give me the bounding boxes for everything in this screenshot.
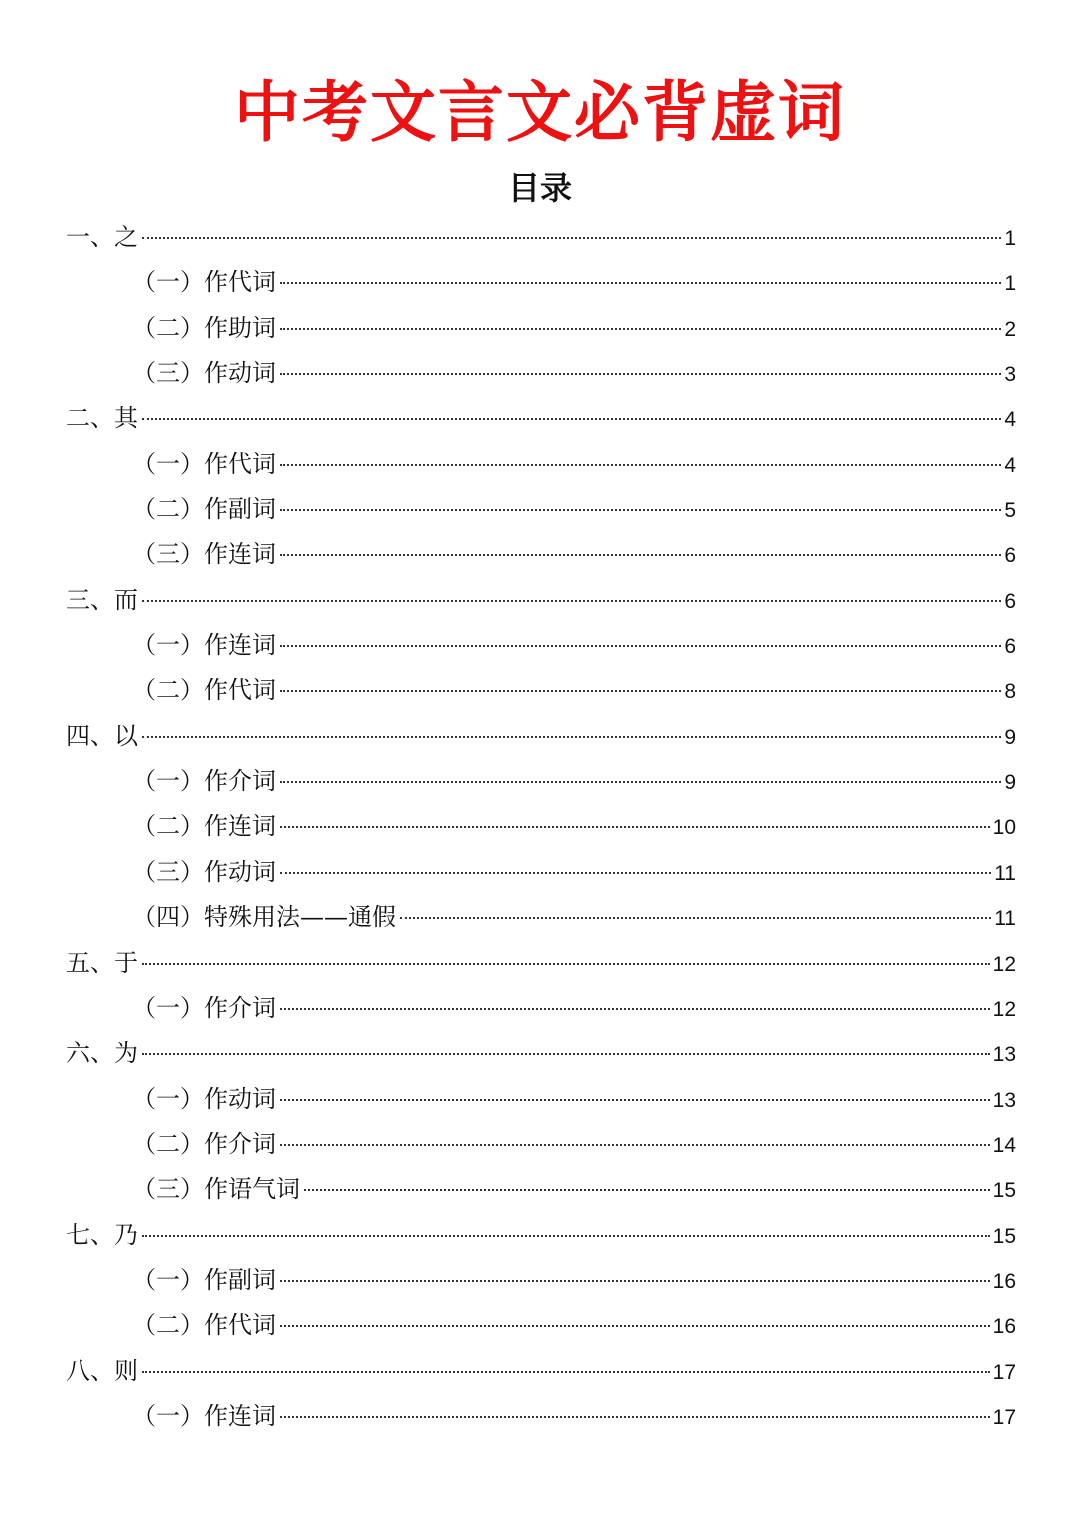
toc-dot-leader bbox=[280, 1144, 990, 1146]
toc-entry-label: （三）作动词 bbox=[132, 359, 276, 388]
toc-heading: 目录 bbox=[507, 169, 572, 207]
toc-page-number: 15 bbox=[992, 1179, 1016, 1203]
toc-page-number: 9 bbox=[1004, 725, 1016, 749]
toc-page-number: 11 bbox=[994, 907, 1016, 931]
toc-page-number: 3 bbox=[1004, 363, 1016, 387]
toc-page-number: 10 bbox=[992, 816, 1016, 840]
toc-entry-label: 一、之 bbox=[66, 223, 138, 251]
toc-page-number: 2 bbox=[1004, 317, 1016, 341]
toc-dot-leader bbox=[142, 963, 990, 965]
toc-entry-subsection[interactable] bbox=[66, 1258, 1016, 1303]
toc-dot-leader bbox=[280, 826, 990, 828]
toc-entry-label: （一）作连词 bbox=[132, 1401, 276, 1430]
toc-entry-label: （四）特殊用法——通假 bbox=[132, 903, 396, 932]
toc-entry-label: 四、以 bbox=[66, 721, 138, 750]
toc-page-number: 17 bbox=[992, 1405, 1016, 1429]
toc-page-number: 12 bbox=[992, 952, 1016, 976]
toc-dot-leader bbox=[280, 690, 1001, 692]
toc-entry-subsection[interactable] bbox=[66, 1303, 1016, 1348]
toc-page-number: 4 bbox=[1004, 453, 1016, 477]
toc-dot-leader bbox=[280, 1099, 990, 1101]
toc-page-number: 6 bbox=[1004, 589, 1016, 613]
toc-dot-leader bbox=[142, 1371, 990, 1373]
toc-entry-label: （一）作介词 bbox=[132, 767, 276, 796]
toc-entry-subsection[interactable] bbox=[66, 850, 1016, 895]
toc-page-number: 17 bbox=[992, 1360, 1016, 1384]
toc-page-number: 6 bbox=[1004, 544, 1016, 568]
toc-page-number: 1 bbox=[1004, 227, 1016, 250]
toc-dot-leader bbox=[142, 600, 1001, 602]
toc-dot-leader bbox=[280, 1280, 990, 1282]
toc-page-number: 14 bbox=[992, 1133, 1016, 1157]
toc-entry-label: （一）作代词 bbox=[132, 268, 276, 297]
toc-entry-label: 六、为 bbox=[66, 1039, 138, 1068]
toc-entry-label: 七、乃 bbox=[66, 1220, 138, 1249]
toc-dot-leader bbox=[280, 1325, 990, 1327]
toc-entry-subsection[interactable] bbox=[66, 532, 1016, 577]
toc-page-number: 16 bbox=[992, 1269, 1016, 1293]
toc-page-number: 15 bbox=[992, 1224, 1016, 1248]
toc-entry-label: （一）作副词 bbox=[132, 1265, 276, 1294]
toc-entry-subsection[interactable] bbox=[66, 759, 1016, 804]
toc-entry-subsection[interactable] bbox=[66, 1122, 1016, 1167]
toc-entry-subsection[interactable] bbox=[66, 895, 1016, 940]
toc-dot-leader bbox=[142, 1053, 990, 1055]
toc-entry-label: 三、而 bbox=[66, 585, 138, 614]
toc-entry-label: 二、其 bbox=[66, 404, 138, 433]
toc-dot-leader bbox=[280, 781, 1001, 783]
toc-dot-leader bbox=[400, 917, 991, 919]
toc-dot-leader bbox=[280, 1416, 990, 1418]
toc-dot-leader bbox=[280, 872, 991, 874]
toc-page-number: 13 bbox=[992, 1043, 1016, 1067]
toc-dot-leader bbox=[280, 1008, 990, 1010]
toc-page-number: 1 bbox=[1004, 272, 1016, 296]
toc-entry-subsection[interactable] bbox=[66, 487, 1016, 532]
toc-dot-leader bbox=[280, 282, 1001, 284]
toc-entry-section[interactable] bbox=[66, 396, 1016, 441]
toc-page-number: 11 bbox=[994, 861, 1016, 885]
toc-page-number: 6 bbox=[1004, 635, 1016, 659]
table-of-contents bbox=[66, 215, 1016, 1439]
toc-entry-section[interactable] bbox=[66, 1349, 1016, 1394]
toc-page-number: 9 bbox=[1004, 771, 1016, 795]
toc-entry-label: （一）作动词 bbox=[132, 1084, 276, 1113]
toc-entry-subsection[interactable] bbox=[66, 306, 1016, 351]
toc-entry-subsection[interactable] bbox=[66, 260, 1016, 305]
toc-entry-label: （三）作连词 bbox=[132, 540, 276, 569]
toc-entry-subsection[interactable] bbox=[66, 804, 1016, 849]
toc-page-number: 4 bbox=[1004, 408, 1016, 432]
toc-entry-label: 八、则 bbox=[66, 1356, 138, 1385]
toc-dot-leader bbox=[142, 237, 1001, 239]
toc-entry-subsection[interactable] bbox=[66, 1077, 1016, 1122]
toc-dot-leader bbox=[304, 1189, 990, 1191]
toc-entry-subsection[interactable] bbox=[66, 351, 1016, 396]
toc-entry-label: （二）作介词 bbox=[132, 1129, 276, 1158]
toc-dot-leader bbox=[280, 509, 1001, 511]
toc-entry-subsection[interactable] bbox=[66, 986, 1016, 1031]
toc-entry-section[interactable] bbox=[66, 1031, 1016, 1076]
toc-entry-label: （二）作代词 bbox=[132, 1311, 276, 1340]
toc-entry-subsection[interactable] bbox=[66, 623, 1016, 668]
toc-dot-leader bbox=[142, 1235, 990, 1237]
toc-page-number: 12 bbox=[992, 997, 1016, 1021]
toc-page-number: 5 bbox=[1004, 499, 1016, 523]
toc-entry-label: （一）作连词 bbox=[132, 631, 276, 660]
toc-entry-label: （三）作语气词 bbox=[132, 1175, 300, 1204]
toc-dot-leader bbox=[280, 328, 1001, 330]
toc-entry-label: 五、于 bbox=[66, 948, 138, 977]
toc-page-number: 13 bbox=[992, 1088, 1016, 1112]
toc-entry-label: （二）作连词 bbox=[132, 812, 276, 841]
toc-entry-subsection[interactable] bbox=[66, 442, 1016, 487]
toc-entry-section[interactable] bbox=[66, 1213, 1016, 1258]
toc-page-number: 16 bbox=[992, 1315, 1016, 1339]
toc-dot-leader bbox=[280, 554, 1001, 556]
toc-entry-section[interactable] bbox=[66, 215, 1016, 260]
toc-dot-leader bbox=[142, 418, 1001, 420]
toc-entry-section[interactable] bbox=[66, 941, 1016, 986]
toc-entry-label: （二）作代词 bbox=[132, 676, 276, 705]
toc-dot-leader bbox=[280, 464, 1001, 466]
toc-page-number: 8 bbox=[1004, 680, 1016, 704]
toc-dot-leader bbox=[280, 373, 1001, 375]
toc-dot-leader bbox=[142, 736, 1001, 738]
toc-entry-section[interactable] bbox=[66, 578, 1016, 623]
toc-entry-subsection[interactable] bbox=[66, 668, 1016, 713]
document-title: 中考文言文必背虚词 bbox=[234, 73, 846, 151]
toc-entry-label: （一）作介词 bbox=[132, 993, 276, 1022]
toc-entry-subsection[interactable] bbox=[66, 1167, 1016, 1212]
toc-entry-label: （一）作代词 bbox=[132, 449, 276, 478]
toc-entry-label: （三）作动词 bbox=[132, 857, 276, 886]
toc-dot-leader bbox=[280, 645, 1001, 647]
toc-entry-label: （二）作副词 bbox=[132, 495, 276, 524]
toc-entry-label: （二）作助词 bbox=[132, 313, 276, 342]
toc-entry-section[interactable] bbox=[66, 714, 1016, 759]
toc-entry-subsection[interactable] bbox=[66, 1394, 1016, 1439]
